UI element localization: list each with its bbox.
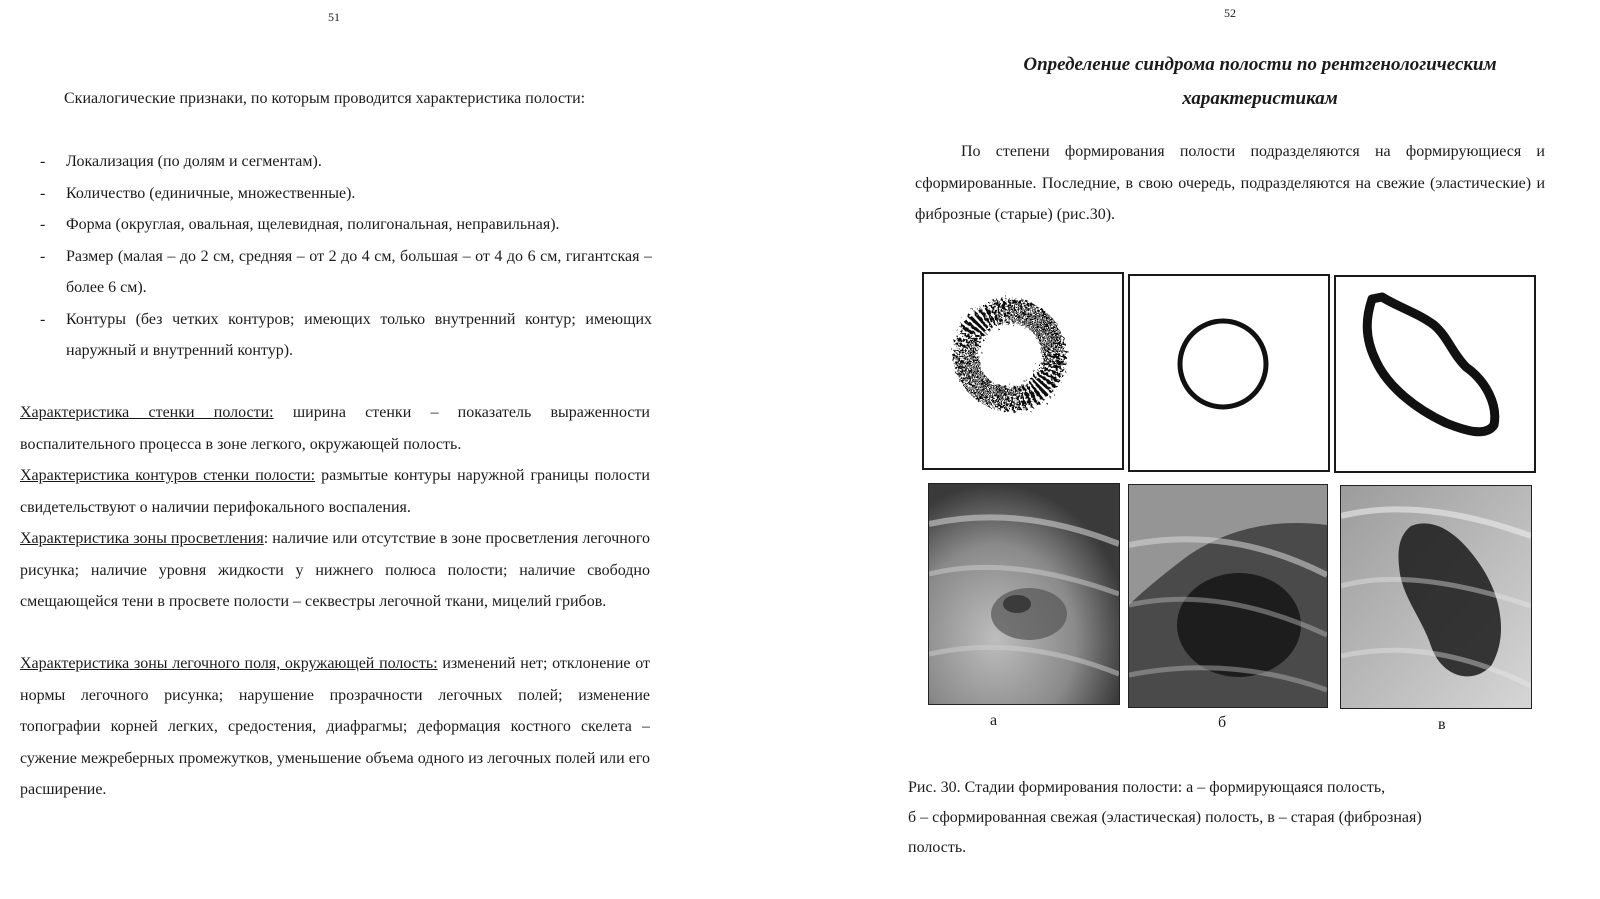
caption-line: Рис. 30. Стадии формирования полости: а – формирующаяся полость, xyxy=(908,779,1386,796)
characteristic-heading: Характеристика зоны легочного поля, окружающей полость: xyxy=(20,655,438,672)
list-item: - Форма (округлая, овальная, щелевидная, полигональная, неправильная). xyxy=(40,209,652,241)
characteristic-heading: Характеристика контуров стенки полости: xyxy=(20,467,316,484)
wall-characteristic xyxy=(20,397,650,460)
xray-forming-cavity xyxy=(928,483,1120,705)
xray-fresh-cavity xyxy=(1128,484,1328,708)
clearing-zone-characteristic xyxy=(20,523,650,618)
criteria-list xyxy=(40,146,652,367)
schematic-fresh-cavity xyxy=(1128,274,1330,472)
contour-characteristic xyxy=(20,460,650,523)
figure-label-b: б xyxy=(1218,714,1227,731)
list-item: - Количество (единичные, множественные). xyxy=(40,178,652,210)
characteristic-text: ширина стенки – показатель выраженности воспалительного процесса в зоне легкого, окружающей полость. xyxy=(20,404,650,453)
page-number: 52 xyxy=(1224,6,1236,20)
schematic-fibrous-cavity xyxy=(1334,275,1536,473)
characteristic-text: : наличие или отсутствие в зоне просветления легочного рисунка; наличие уровня жидкости у нижнего полюса полости; наличие свободно смещающейся тени в просвете полости – секвестры легочной ткани, мицелий грибов. xyxy=(20,530,651,610)
characteristic-text: изменений нет; отклонение от нормы легочного рисунка; нарушение прозрачности легочных полей; изменение топографии корней легких, средостения, диафрагмы; деформация костного скелета – сужение межреберных промежутков, уменьшение объема одного из легочных полей или его расширение. xyxy=(20,655,650,798)
schematic-forming-cavity xyxy=(922,272,1124,470)
lung-field-characteristic xyxy=(20,648,650,806)
caption-line: б – сформированная свежая (эластическая) полость, в – старая (фиброзная) xyxy=(908,809,1422,826)
section-title: Определение синдрома полости по рентгенологическим характеристикам xyxy=(1023,54,1497,109)
list-item: - Локализация (по долям и сегментам). xyxy=(40,146,652,178)
intro-paragraph: Скиалогические признаки, по которым проводится характеристика полости: xyxy=(64,90,586,107)
figure-caption xyxy=(908,773,1548,863)
page-number: 51 xyxy=(328,10,340,24)
left-page xyxy=(0,0,690,899)
classification-paragraph: По степени формирования полости подразделяются на формирующиеся и сформированные. Последние, в свою очередь, подразделяются на свежие (эластические) и фиброзные (старые) (рис.30). xyxy=(915,143,1545,223)
figure-label-a: а xyxy=(990,712,998,729)
list-item: - Размер (малая – до 2 см, средняя – от 2 до 4 см, большая – от 4 до 6 см, гигантская – более 6 см). xyxy=(40,241,652,304)
right-page xyxy=(900,0,1600,899)
xray-fibrous-cavity xyxy=(1340,485,1532,709)
caption-line: полость. xyxy=(908,839,967,856)
characteristic-text: размытые контуры наружной границы полости свидетельствуют о наличии перифокального воспаления. xyxy=(20,467,650,516)
characteristic-heading: Характеристика стенки полости: xyxy=(20,404,274,421)
figure-label-v: в xyxy=(1438,716,1446,733)
characteristic-heading: Характеристика зоны просветления xyxy=(20,530,264,547)
list-item: - Контуры (без четких контуров; имеющих только внутренний контур; имеющих наружный и внутренний контур). xyxy=(40,304,652,367)
